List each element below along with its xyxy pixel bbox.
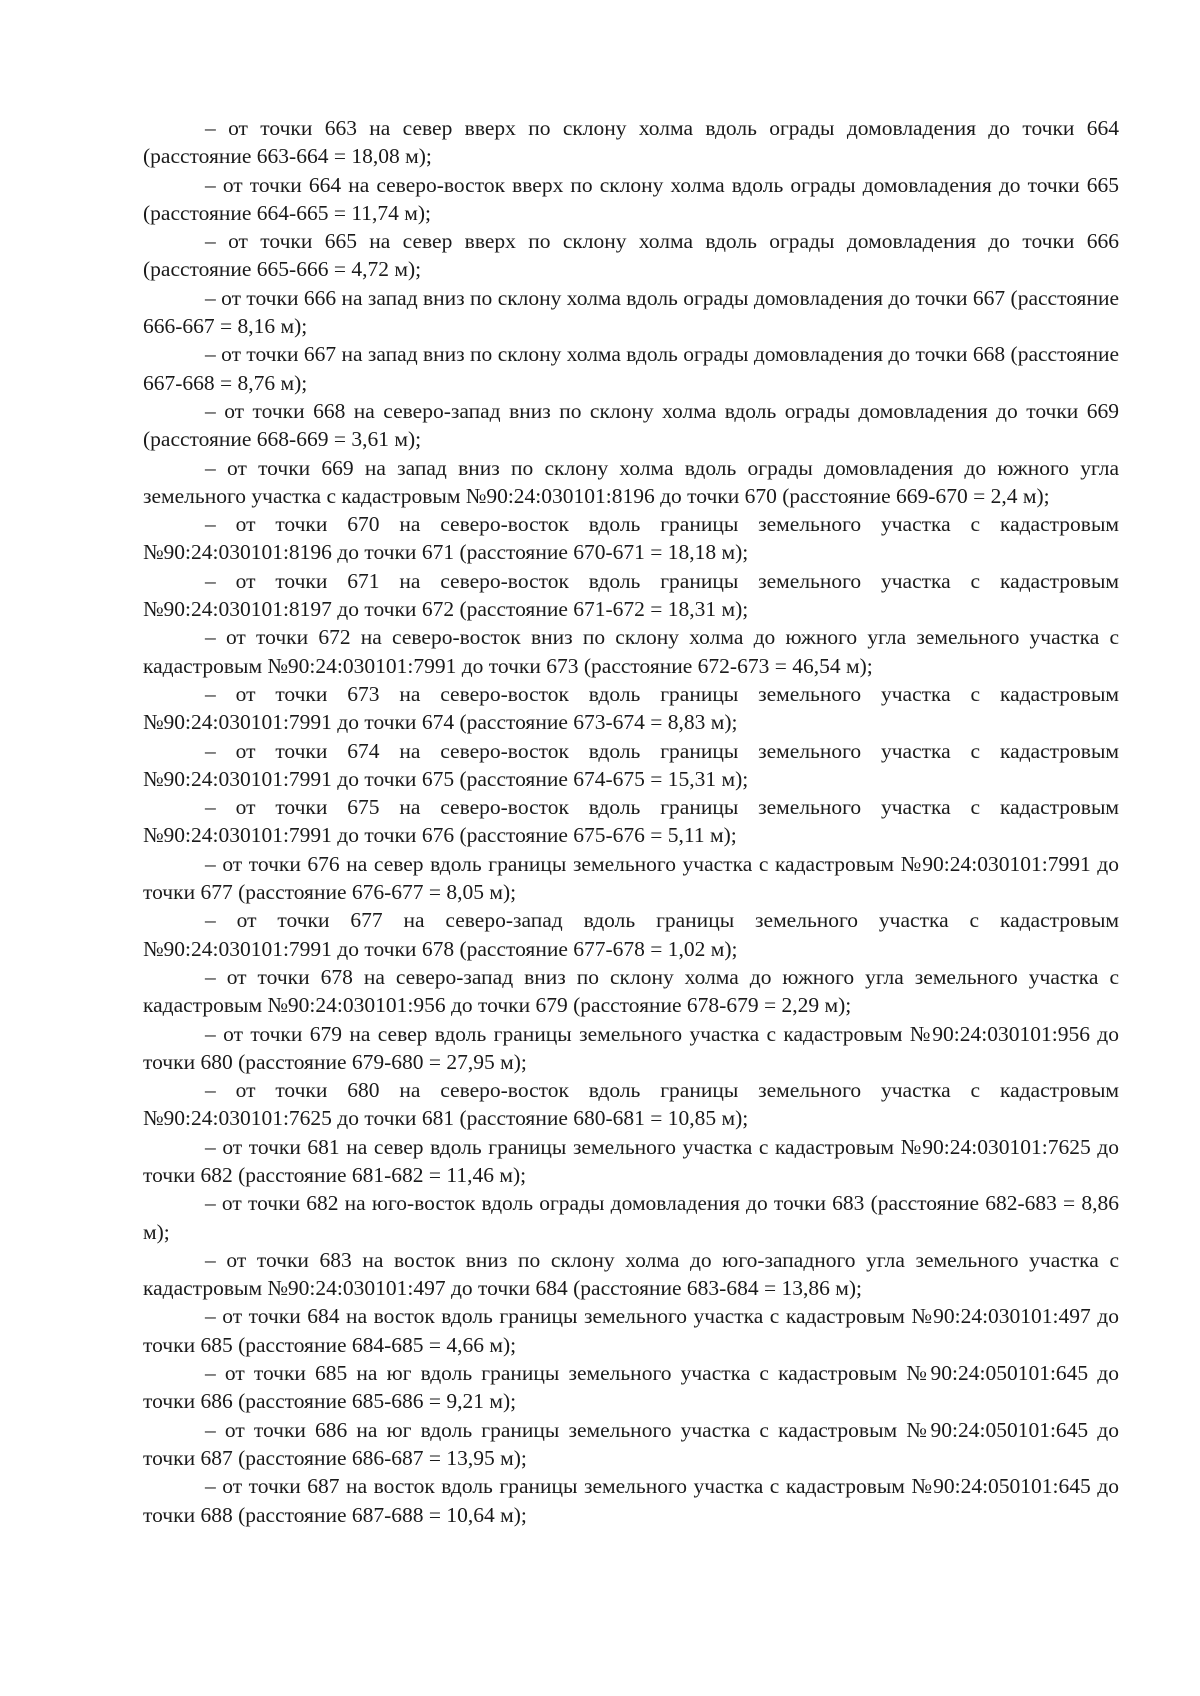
boundary-paragraph-676-677: – от точки 676 на север вдоль границы земельного участка с кадастровым №90:24:030101:7991 до точки 677 (расстояние 676-677 = 8,05 м);: [143, 851, 1119, 905]
document-body: [143, 114, 1119, 1529]
boundary-paragraph-678-679: – от точки 678 на северо-запад вниз по склону холма до южного угла земельного участка с кадастровым №90:24:030101:956 до точки 679 (расстояние 678-679 = 2,29 м);: [143, 964, 1119, 1018]
boundary-paragraph-665-666: – от точки 665 на север вверх по склону холма вдоль ограды домовладения до точки 666 (расстояние 665-666 = 4,72 м);: [143, 229, 1119, 282]
boundary-paragraph-666-667: – от точки 666 на запад вниз по склону холма вдоль ограды домовладения до точки 667 (расстояние 666-667 = 8,16 м);: [143, 285, 1119, 339]
boundary-paragraph-683-684: – от точки 683 на восток вниз по склону холма до юго-западного угла земельного участка с кадастровым №90:24:030101:497 до точки 684 (расстояние 683-684 = 13,86 м);: [143, 1247, 1119, 1301]
boundary-paragraph-674-675: – от точки 674 на северо-восток вдоль границы земельного участка с кадастровым №90:24:030101:7991 до точки 675 (расстояние 674-675 = 15,31 м);: [143, 738, 1119, 791]
boundary-paragraph-671-672: – от точки 671 на северо-восток вдоль границы земельного участка с кадастровым №90:24:030101:8197 до точки 672 (расстояние 671-672 = 18,31 м);: [143, 568, 1119, 622]
boundary-paragraph-672-673: – от точки 672 на северо-восток вниз по склону холма до южного угла земельного участка с кадастровым №90:24:030101:7991 до точки 673 (расстояние 672-673 = 46,54 м);: [143, 625, 1119, 678]
boundary-paragraph-684-685: – от точки 684 на восток вдоль границы земельного участка с кадастровым №90:24:030101:497 до точки 685 (расстояние 684-685 = 4,66 м);: [143, 1304, 1119, 1357]
boundary-paragraph-686-687: – от точки 686 на юг вдоль границы земельного участка с кадастровым №90:24:050101:645 до точки 687 (расстояние 686-687 = 13,95 м);: [143, 1417, 1119, 1470]
boundary-paragraph-669-670: – от точки 669 на запад вниз по склону холма вдоль ограды домовладения до южного угла земельного участка с кадастровым №90:24:030101:8196 до точки 670 (расстояние 669-670 = 2,4 м);: [143, 455, 1119, 508]
boundary-paragraph-687-688: – от точки 687 на восток вдоль границы земельного участка с кадастровым №90:24:050101:645 до точки 688 (расстояние 687-688 = 10,64 м);: [143, 1474, 1119, 1527]
boundary-paragraph-682-683: – от точки 682 на юго-восток вдоль ограды домовладения до точки 683 (расстояние 682-683 = 8,86 м);: [143, 1191, 1119, 1244]
boundary-paragraph-673-674: – от точки 673 на северо-восток вдоль границы земельного участка с кадастровым №90:24:030101:7991 до точки 674 (расстояние 673-674 = 8,83 м);: [143, 681, 1119, 735]
boundary-paragraph-670-671: – от точки 670 на северо-восток вдоль границы земельного участка с кадастровым №90:24:030101:8196 до точки 671 (расстояние 670-671 = 18,18 м);: [143, 512, 1119, 565]
boundary-paragraph-681-682: – от точки 681 на север вдоль границы земельного участка с кадастровым №90:24:030101:7625 до точки 682 (расстояние 681-682 = 11,46 м);: [143, 1134, 1119, 1187]
boundary-paragraph-664-665: – от точки 664 на северо-восток вверх по склону холма вдоль ограды домовладения до точки 665 (расстояние 664-665 = 11,74 м);: [143, 172, 1119, 225]
boundary-paragraph-679-680: – от точки 679 на север вдоль границы земельного участка с кадастровым №90:24:030101:956 до точки 680 (расстояние 679-680 = 27,95 м);: [143, 1021, 1119, 1074]
boundary-paragraph-668-669: – от точки 668 на северо-запад вниз по склону холма вдоль ограды домовладения до точки 669 (расстояние 668-669 = 3,61 м);: [143, 398, 1119, 452]
boundary-paragraph-677-678: – от точки 677 на северо-запад вдоль границы земельного участка с кадастровым №90:24:030101:7991 до точки 678 (расстояние 677-678 = 1,02 м);: [143, 908, 1119, 961]
boundary-paragraph-667-668: – от точки 667 на запад вниз по склону холма вдоль ограды домовладения до точки 668 (расстояние 667-668 = 8,76 м);: [143, 342, 1119, 395]
boundary-paragraph-675-676: – от точки 675 на северо-восток вдоль границы земельного участка с кадастровым №90:24:030101:7991 до точки 676 (расстояние 675-676 = 5,11 м);: [143, 795, 1119, 848]
boundary-paragraph-663-664: – от точки 663 на север вверх по склону холма вдоль ограды домовладения до точки 664 (расстояние 663-664 = 18,08 м);: [143, 116, 1119, 169]
boundary-paragraph-680-681: – от точки 680 на северо-восток вдоль границы земельного участка с кадастровым №90:24:030101:7625 до точки 681 (расстояние 680-681 = 10,85 м);: [143, 1078, 1119, 1131]
boundary-paragraph-685-686: – от точки 685 на юг вдоль границы земельного участка с кадастровым №90:24:050101:645 до точки 686 (расстояние 685-686 = 9,21 м);: [143, 1361, 1119, 1414]
